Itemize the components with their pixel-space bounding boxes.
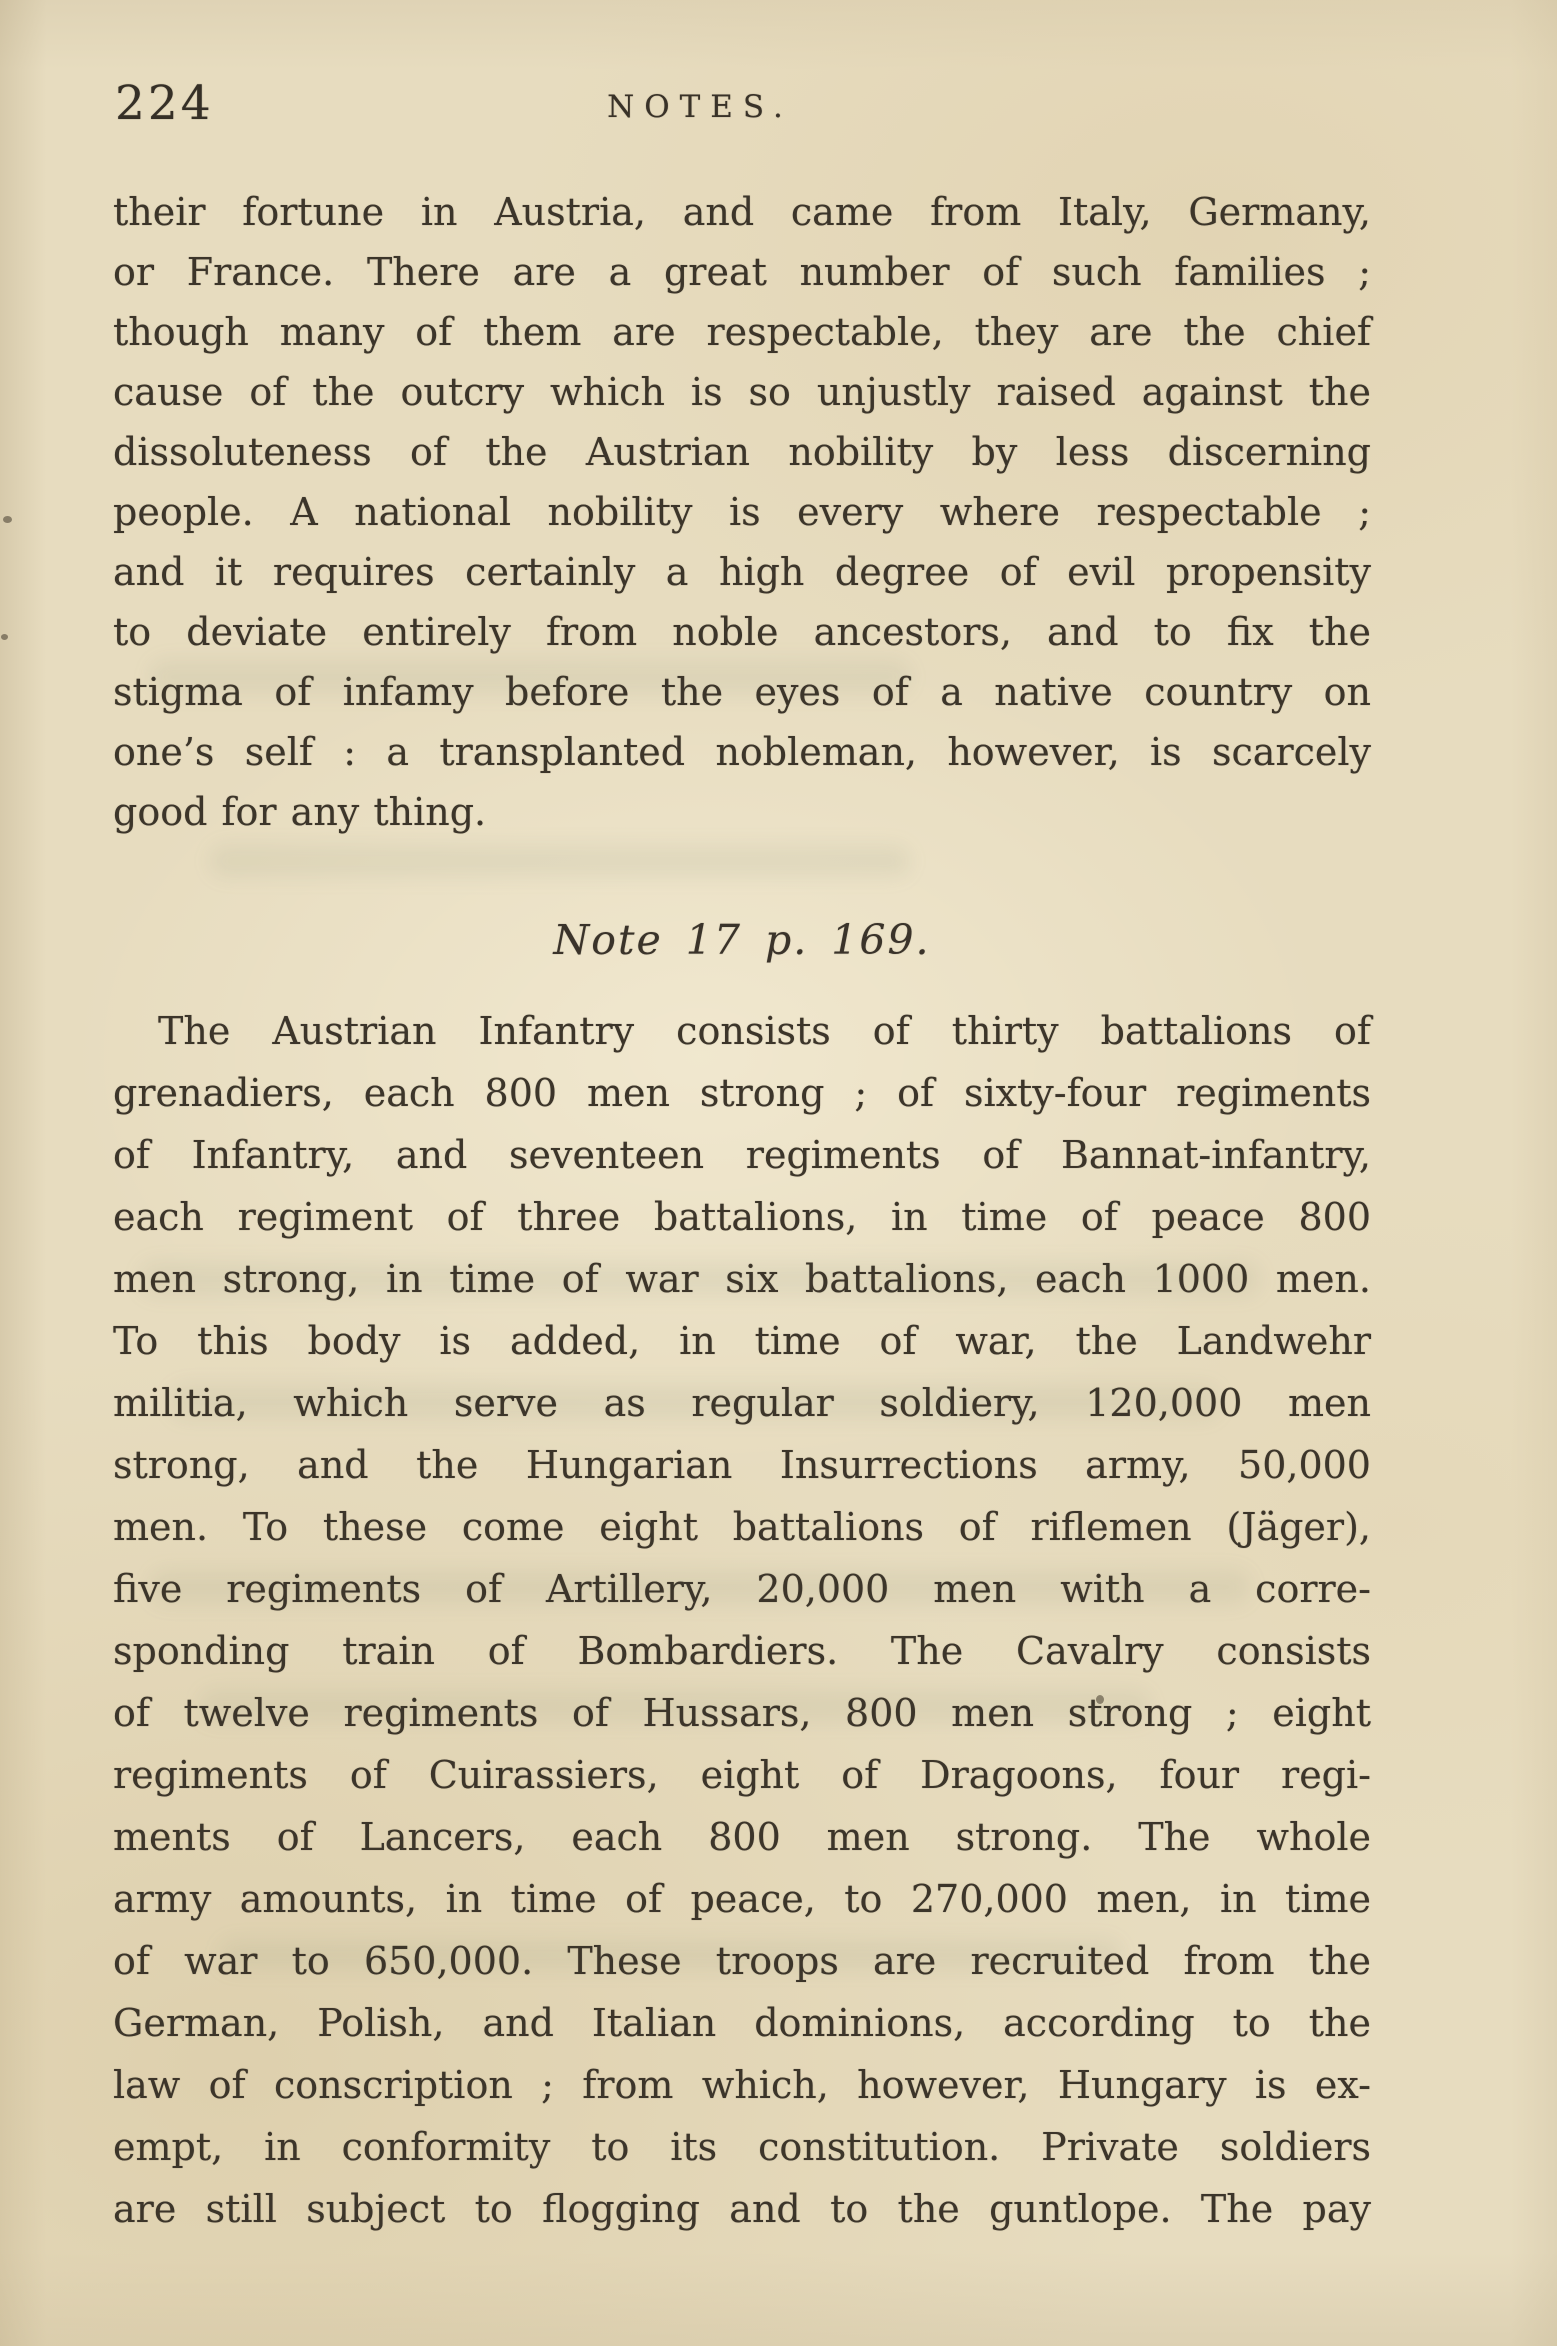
paper-speck [3, 516, 12, 523]
text-line: cause of the outcry which is so unjustly raised against the [113, 370, 1371, 414]
running-head: NOTES. [607, 89, 793, 125]
text-line: stigma of infamy before the eyes of a native country on [113, 670, 1371, 714]
text-line: to deviate entirely from noble ancestors, and to fix the [113, 610, 1371, 654]
note-paragraph [113, 1000, 1371, 2240]
text-line: sponding train of Bombardiers. The Cavalry consists [113, 1629, 1371, 1673]
text-line: or France. There are a great number of such families ; [113, 250, 1371, 294]
text-line: German, Polish, and Italian dominions, according to the [113, 2001, 1371, 2045]
text-line: their fortune in Austria, and came from Italy, Germany, [113, 190, 1371, 234]
text-line: of Infantry, and seventeen regiments of Bannat-infantry, [113, 1133, 1371, 1177]
text-line: though many of them are respectable, they are the chief [113, 310, 1371, 354]
text-line: one’s self : a transplanted nobleman, however, is scarcely [113, 730, 1371, 774]
text-line: law of conscription ; from which, however, Hungary is ex- [113, 2063, 1371, 2107]
note-heading: Note 17 p. 169. [553, 916, 931, 964]
text-line: of war to 650,000. These troops are recruited from the [113, 1939, 1371, 1983]
text-line: each regiment of three battalions, in time of peace 800 [113, 1195, 1371, 1239]
text-line: of twelve regiments of Hussars, 800 men strong ; eight [113, 1691, 1371, 1735]
text-line: army amounts, in time of peace, to 270,000 men, in time [113, 1877, 1371, 1921]
text-line: five regiments of Artillery, 20,000 men with a corre- [113, 1567, 1371, 1611]
page-header [113, 76, 1371, 136]
text-line: men. To these come eight battalions of riflemen (Jäger), [113, 1505, 1371, 1549]
text-line: and it requires certainly a high degree of evil propensity [113, 550, 1371, 594]
text-line: strong, and the Hungarian Insurrections army, 50,000 [113, 1443, 1371, 1487]
paper-speck [1, 634, 8, 640]
text-line: The Austrian Infantry consists of thirty battalions of [158, 1009, 1371, 1053]
text-line: people. A national nobility is every where respectable ; [113, 490, 1371, 534]
paragraph-continuation [113, 182, 1371, 842]
text-line: ments of Lancers, each 800 men strong. The whole [113, 1815, 1371, 1859]
text-line: dissoluteness of the Austrian nobility by less discerning [113, 430, 1371, 474]
text-line: grenadiers, each 800 men strong ; of sixty-four regiments [113, 1071, 1371, 1115]
text-line: militia, which serve as regular soldiery, 120,000 men [113, 1381, 1371, 1425]
paper-showthrough [210, 845, 910, 877]
text-line: are still subject to flogging and to the guntlope. The pay [113, 2187, 1371, 2231]
text-line: empt, in conformity to its constitution. Private soldiers [113, 2125, 1371, 2169]
page-number: 224 [115, 76, 214, 131]
text-line: good for any thing. [113, 790, 487, 834]
text-line: regiments of Cuirassiers, eight of Dragoons, four regi- [113, 1753, 1371, 1797]
text-line: To this body is added, in time of war, the Landwehr [113, 1319, 1371, 1363]
text-line: men strong, in time of war six battalions, each 1000 men. [113, 1257, 1371, 1301]
